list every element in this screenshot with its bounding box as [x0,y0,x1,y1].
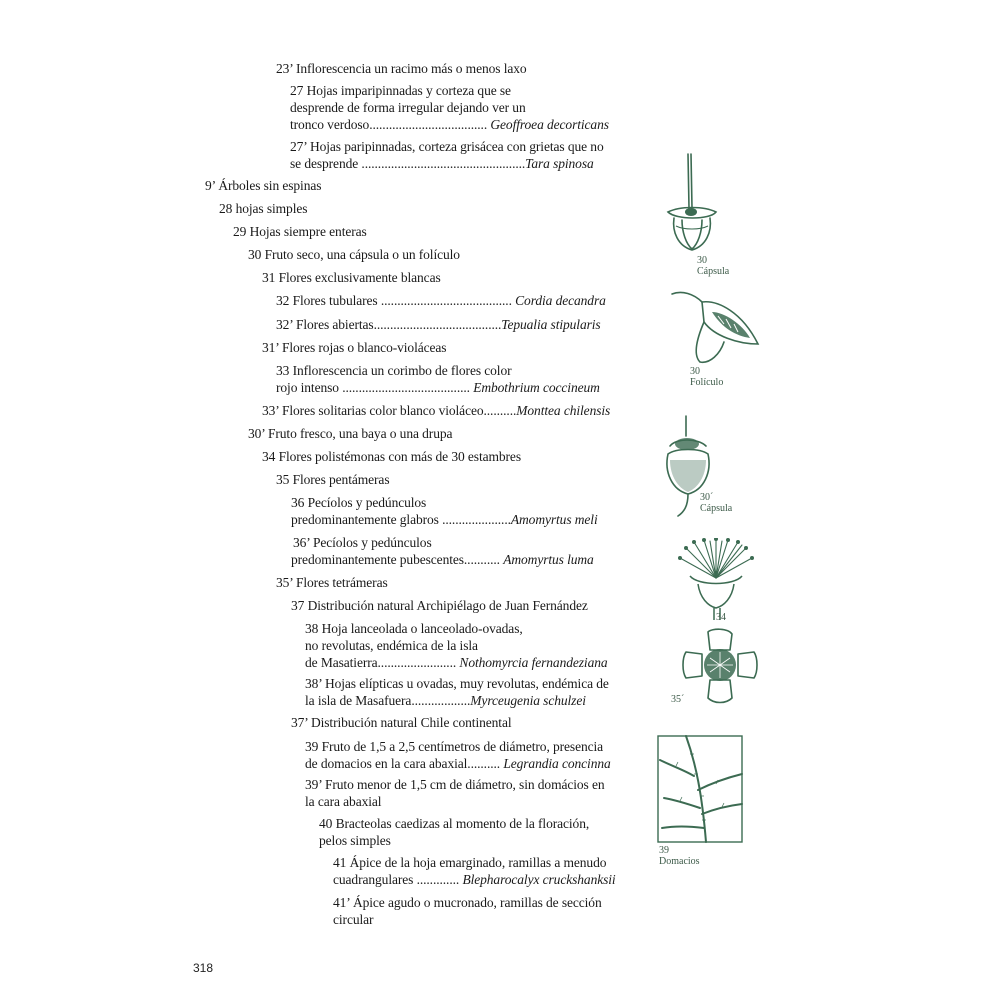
key-line-28: 28 hojas simples [219,201,308,216]
key-line-37: 37 Distribución natural Archipiélago de Juan Fernández [291,598,588,613]
domatia-illustration [656,734,744,844]
key-line-27-a: 27 Hojas imparipinnadas y corteza que se [290,83,511,98]
page-number: 318 [193,961,214,975]
key-line-41b-b: circular [333,912,374,927]
key-line-40-b: pelos simples [319,833,391,848]
tetramerous-flower-illustration [680,628,760,704]
key-line-27b-b: se desprende ..................................................Tara spinosa [290,156,594,171]
key-line-36b-b: predominantemente pubescentes........... Amomyrtus luma [291,552,594,567]
follicle-illustration [668,288,766,368]
polystemonous-flower-illustration [676,538,756,622]
key-line-38b-a: 38’ Hojas elípticas u ovadas, muy revolutas, endémica de [305,676,609,691]
key-line-39-a: 39 Fruto de 1,5 a 2,5 centímetros de diámetro, presencia [305,739,604,754]
key-line-32: 32 Flores tubulares ........................................ Cordia decandra [276,293,606,308]
key-line-36-b: predominantemente glabros .....................Amomyrtus meli [291,512,598,527]
key-line-30: 30 Fruto seco, una cápsula o un folículo [248,247,460,262]
key-line-27-b: desprende de forma irregular dejando ver un [290,100,526,115]
key-line-27b-a: 27’ Hojas paripinnadas, corteza grisácea con grietas que no [290,139,604,154]
key-line-32b: 32’ Flores abiertas.......................................Tepualia stipularis [276,317,601,332]
figure-label-39-domatia: 39 Domacios [659,845,700,867]
key-line-41b-a: 41’ Ápice agudo o mucronado, ramillas de sección [333,895,602,910]
key-line-31: 31 Flores exclusivamente blancas [262,270,441,285]
key-line-39b-a: 39’ Fruto menor de 1,5 cm de diámetro, sin domácios en [305,777,605,792]
key-line-33b: 33’ Flores solitarias color blanco violáceo..........Monttea chilensis [262,403,611,418]
key-line-31b: 31’ Flores rojas o blanco-violáceas [262,340,447,355]
key-line-41-a: 41 Ápice de la hoja emarginado, ramillas a menudo [333,855,607,870]
key-line-37b: 37’ Distribución natural Chile continental [291,715,512,730]
key-line-38-a: 38 Hoja lanceolada o lanceolado-ovadas, [305,621,523,636]
key-line-35: 35 Flores pentámeras [276,472,390,487]
figure-label-35b: 35´ [671,694,685,705]
key-line-40-a: 40 Bracteolas caedizas al momento de la floración, [319,816,590,831]
key-line-39b-b: la cara abaxial [305,794,382,809]
key-line-33-a: 33 Inflorescencia un corimbo de flores color [276,363,512,378]
key-line-27-c: tronco verdoso.................................... Geoffroea decorticans [290,117,609,132]
key-line-23b: 23’ Inflorescencia un racimo más o menos laxo [276,61,527,76]
key-line-33-b: rojo intenso ....................................... Embothrium coccineum [276,380,600,395]
key-line-41-b: cuadrangulares ............. Blepharocalyx cruckshanksii [333,872,616,887]
key-line-30b: 30’ Fruto fresco, una baya o una drupa [248,426,453,441]
key-line-38-c: de Masatierra........................ Nothomyrcia fernandeziana [305,655,608,670]
key-line-36-a: 36 Pecíolos y pedúnculos [291,495,427,510]
key-line-38-b: no revolutas, endémica de la isla [305,638,478,653]
key-line-9b: 9’ Árboles sin espinas [205,178,322,193]
key-line-35b: 35’ Flores tetrámeras [276,575,388,590]
figure-label-30-follicle: 30 Folículo [690,366,724,388]
key-line-29: 29 Hojas siempre enteras [233,224,367,239]
key-line-38b-b: la isla de Masafuera..................Myrceugenia schulzei [305,693,586,708]
key-line-39-b: de domacios en la cara abaxial.......... Legrandia concinna [305,756,611,771]
capsule-illustration [660,150,730,258]
figure-label-34: 34 [716,612,726,623]
figure-label-30b-capsule: 30´ Cápsula [700,492,733,514]
figure-label-30-capsule: 30 Cápsula [697,255,730,277]
key-line-34: 34 Flores polistémonas con más de 30 estambres [262,449,521,464]
key-line-36b-a: 36’ Pecíolos y pedúnculos [293,535,432,550]
